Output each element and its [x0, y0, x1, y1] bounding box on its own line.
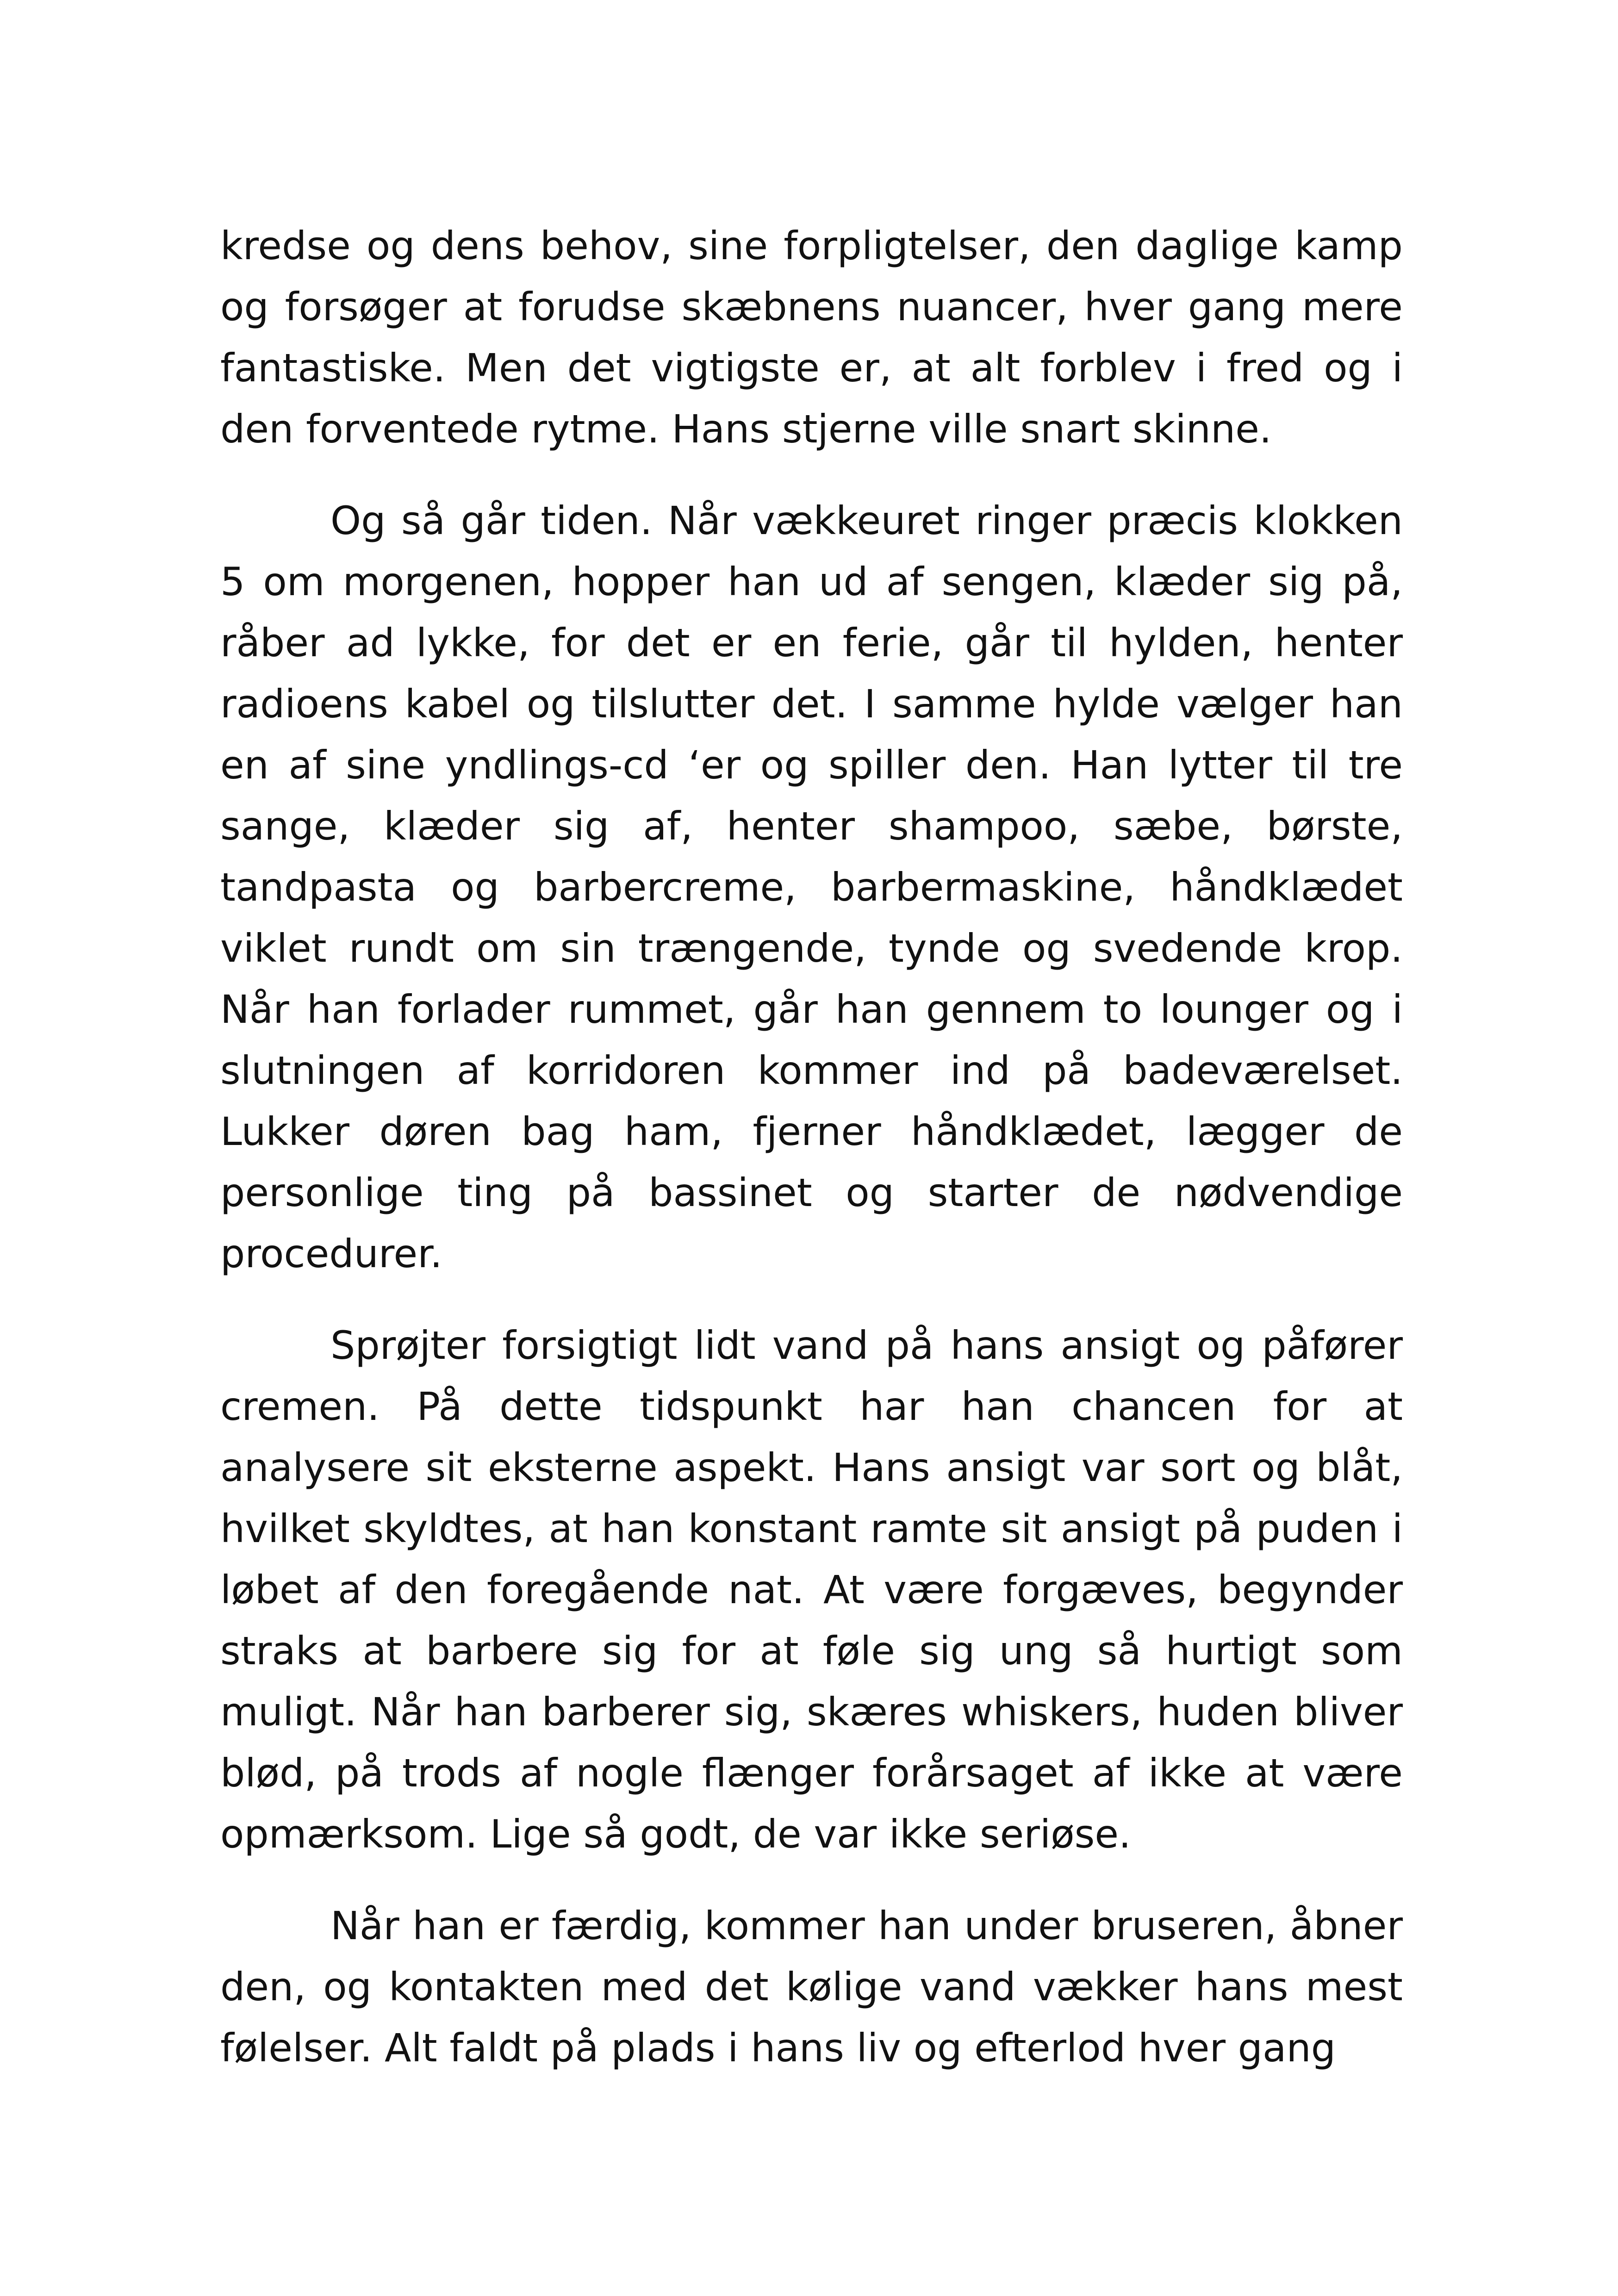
paragraph-3: Sprøjter forsigtigt lidt vand på hans ansigt og påfører cremen. På dette tidspunkt har han chancen for at analysere sit eksterne aspekt. Hans ansigt var sort og blåt, hvilket skyldtes, at han konstant ramte sit ansigt på puden i løbet af den foregående nat. At være forgæves, begynder straks at barbere sig for at føle sig ung så hurtigt som muligt. Når han barberer sig, skæres whiskers, huden bliver blød, på trods af nogle flænger forårsaget af ikke at være opmærksom. Lige så godt, de var ikke seriøse. — [220, 1323, 1403, 1857]
paragraph-1: kredse og dens behov, sine forpligtelser, den daglige kamp og forsøger at forudse skæbnens nuancer, hver gang mere fantastiske. Men det vigtigste er, at alt forblev i fred og i den forventede rytme. Hans stjerne ville snart skinne. — [220, 223, 1403, 452]
paragraph-4: Når han er færdig, kommer han under bruseren, åbner den, og kontakten med det kølige vand vækker hans mest følelser. Alt faldt på plads i hans liv og efterlod hver gang — [220, 1903, 1403, 2071]
paragraph-2: Og så går tiden. Når vækkeuret ringer præcis klokken 5 om morgenen, hopper han ud af sengen, klæder sig på, råber ad lykke, for det er en ferie, går til hylden, henter radioens kabel og tilslutter det. I samme hylde vælger han en af sine yndlings-cd ‘er og spiller den. Han lytter til tre sange, klæder sig af, henter shampoo, sæbe, børste, tandpasta og barbercreme, barbermaskine, håndklædet viklet rundt om sin trængende, tynde og svedende krop. Når han forlader rummet, går han gennem to lounger og i slutningen af korridoren kommer ind på badeværelset. Lukker døren bag ham, fjerner håndklædet, lægger de personlige ting på bassinet og starter de nødvendige procedurer. — [220, 498, 1403, 1276]
body-text — [220, 215, 1403, 2078]
